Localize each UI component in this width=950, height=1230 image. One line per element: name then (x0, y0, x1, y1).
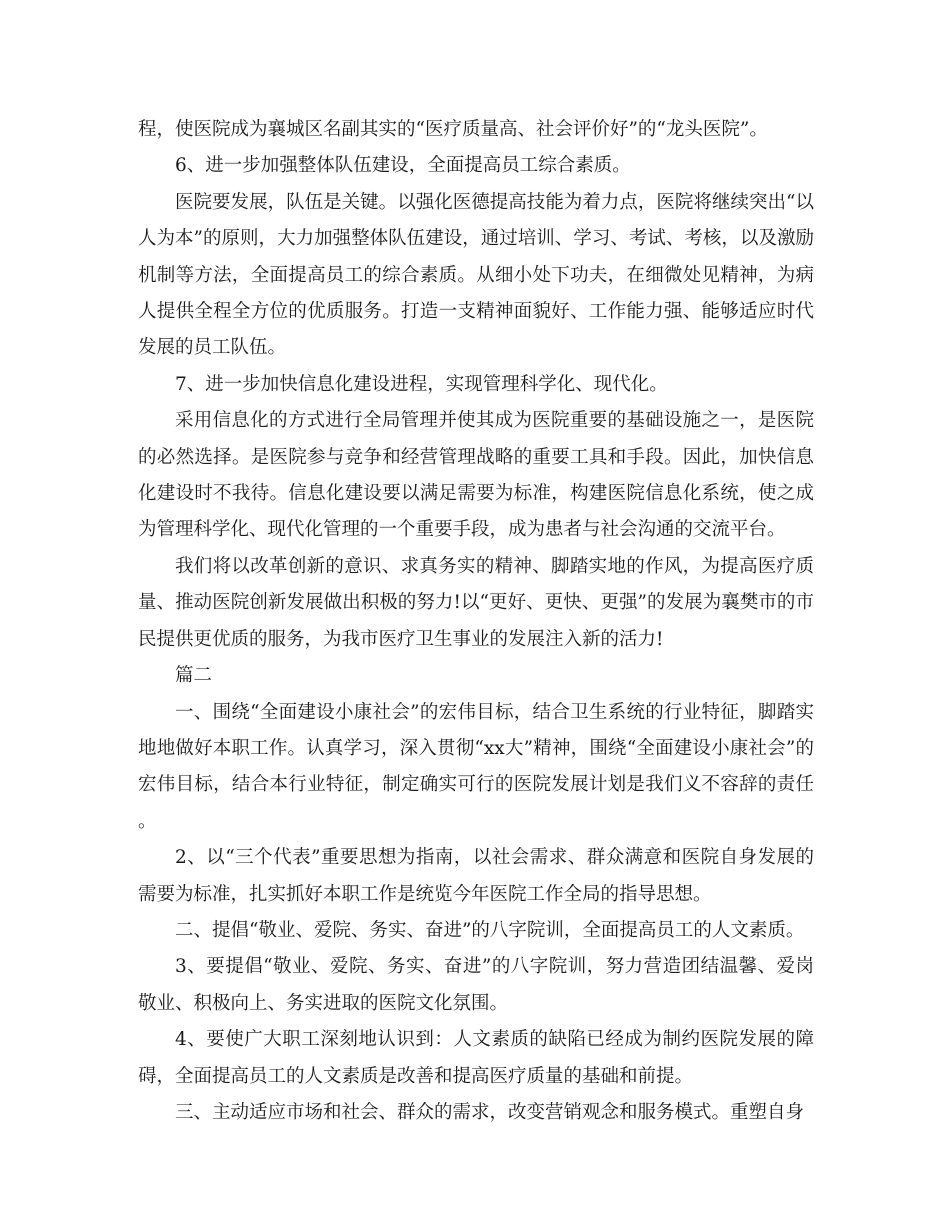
paragraph-5: 采用信息化的方式进行全局管理并使其成为医院重要的基础设施之一，是医院的必然选择。是医院参与竞争和经营管理战略的重要工具和手段。因此，加快信息化建设时不我待。信息化建设要以满足需要为标准，构建医院信息化系统，使之成为管理科学化、现代化管理的一个重要手段，成为患者与社会沟通的交流平台。 (138, 410, 814, 541)
paragraph-9: 2、以“三个代表”重要思想为指南，以社会需求、群众满意和医院自身发展的需要为标准，扎实抓好本职工作是统览今年医院工作全局的指导思想。 (138, 847, 814, 905)
paragraph-4: 7、进一步加快信息化建设进程，实现管理科学化、现代化。 (175, 373, 668, 395)
paragraph-3: 医院要发展，队伍是关键。以强化医德提高技能为着力点，医院将继续突出“以人为本”的原则，大力加强整体队伍建设，通过培训、学习、考试、考核，以及激励机制等方法，全面提高员工的综合素质。从细小处下功夫，在细微处见精神，为病人提供全程全方位的优质服务。打造一支精神面貌好、工作能力强、能够适应时代发展的员工队伍。 (138, 191, 814, 359)
document-body (138, 112, 814, 1131)
paragraph-8: 一、围绕“全面建设小康社会”的宏伟目标，结合卫生系统的行业特征，脚踏实地地做好本职工作。认真学习，深入贯彻“xx大”精神，围绕“全面建设小康社会”的宏伟目标，结合本行业特征，制定确实可行的医院发展计划是我们义不容辞的责任。 (138, 701, 814, 832)
paragraph-12: 4、要使广大职工深刻地认识到：人文素质的缺陷已经成为制约医院发展的障碍，全面提高员工的人文素质是改善和提高医疗质量的基础和前提。 (138, 1029, 814, 1087)
paragraph-13: 三、主动适应市场和社会、群众的需求，改变营销观念和服务模式。重塑自身 (175, 1101, 805, 1123)
paragraph-11: 3、要提倡“敬业、爱院、务实、奋进”的八字院训，努力营造团结温馨、爱岗敬业、积极向上、务实进取的医院文化氛围。 (138, 956, 814, 1014)
paragraph-2: 6、进一步加强整体队伍建设，全面提高员工综合素质。 (175, 155, 631, 177)
paragraph-6: 我们将以改革创新的意识、求真务实的精神、脚踏实地的作风，为提高医疗质量、推动医院创新发展做出积极的努力!以“更好、更快、更强”的发展为襄樊市的市民提供更优质的服务，为我市医疗卫生事业的发展注入新的活力! (138, 555, 814, 650)
paragraph-1: 程，使医院成为襄城区名副其实的“医疗质量高、社会评价好”的“龙头医院”。 (138, 119, 768, 140)
section-heading: 篇二 (175, 665, 213, 687)
paragraph-10: 二、提倡“敬业、爱院、务实、奋进”的八字院训，全面提高员工的人文素质。 (175, 919, 805, 941)
